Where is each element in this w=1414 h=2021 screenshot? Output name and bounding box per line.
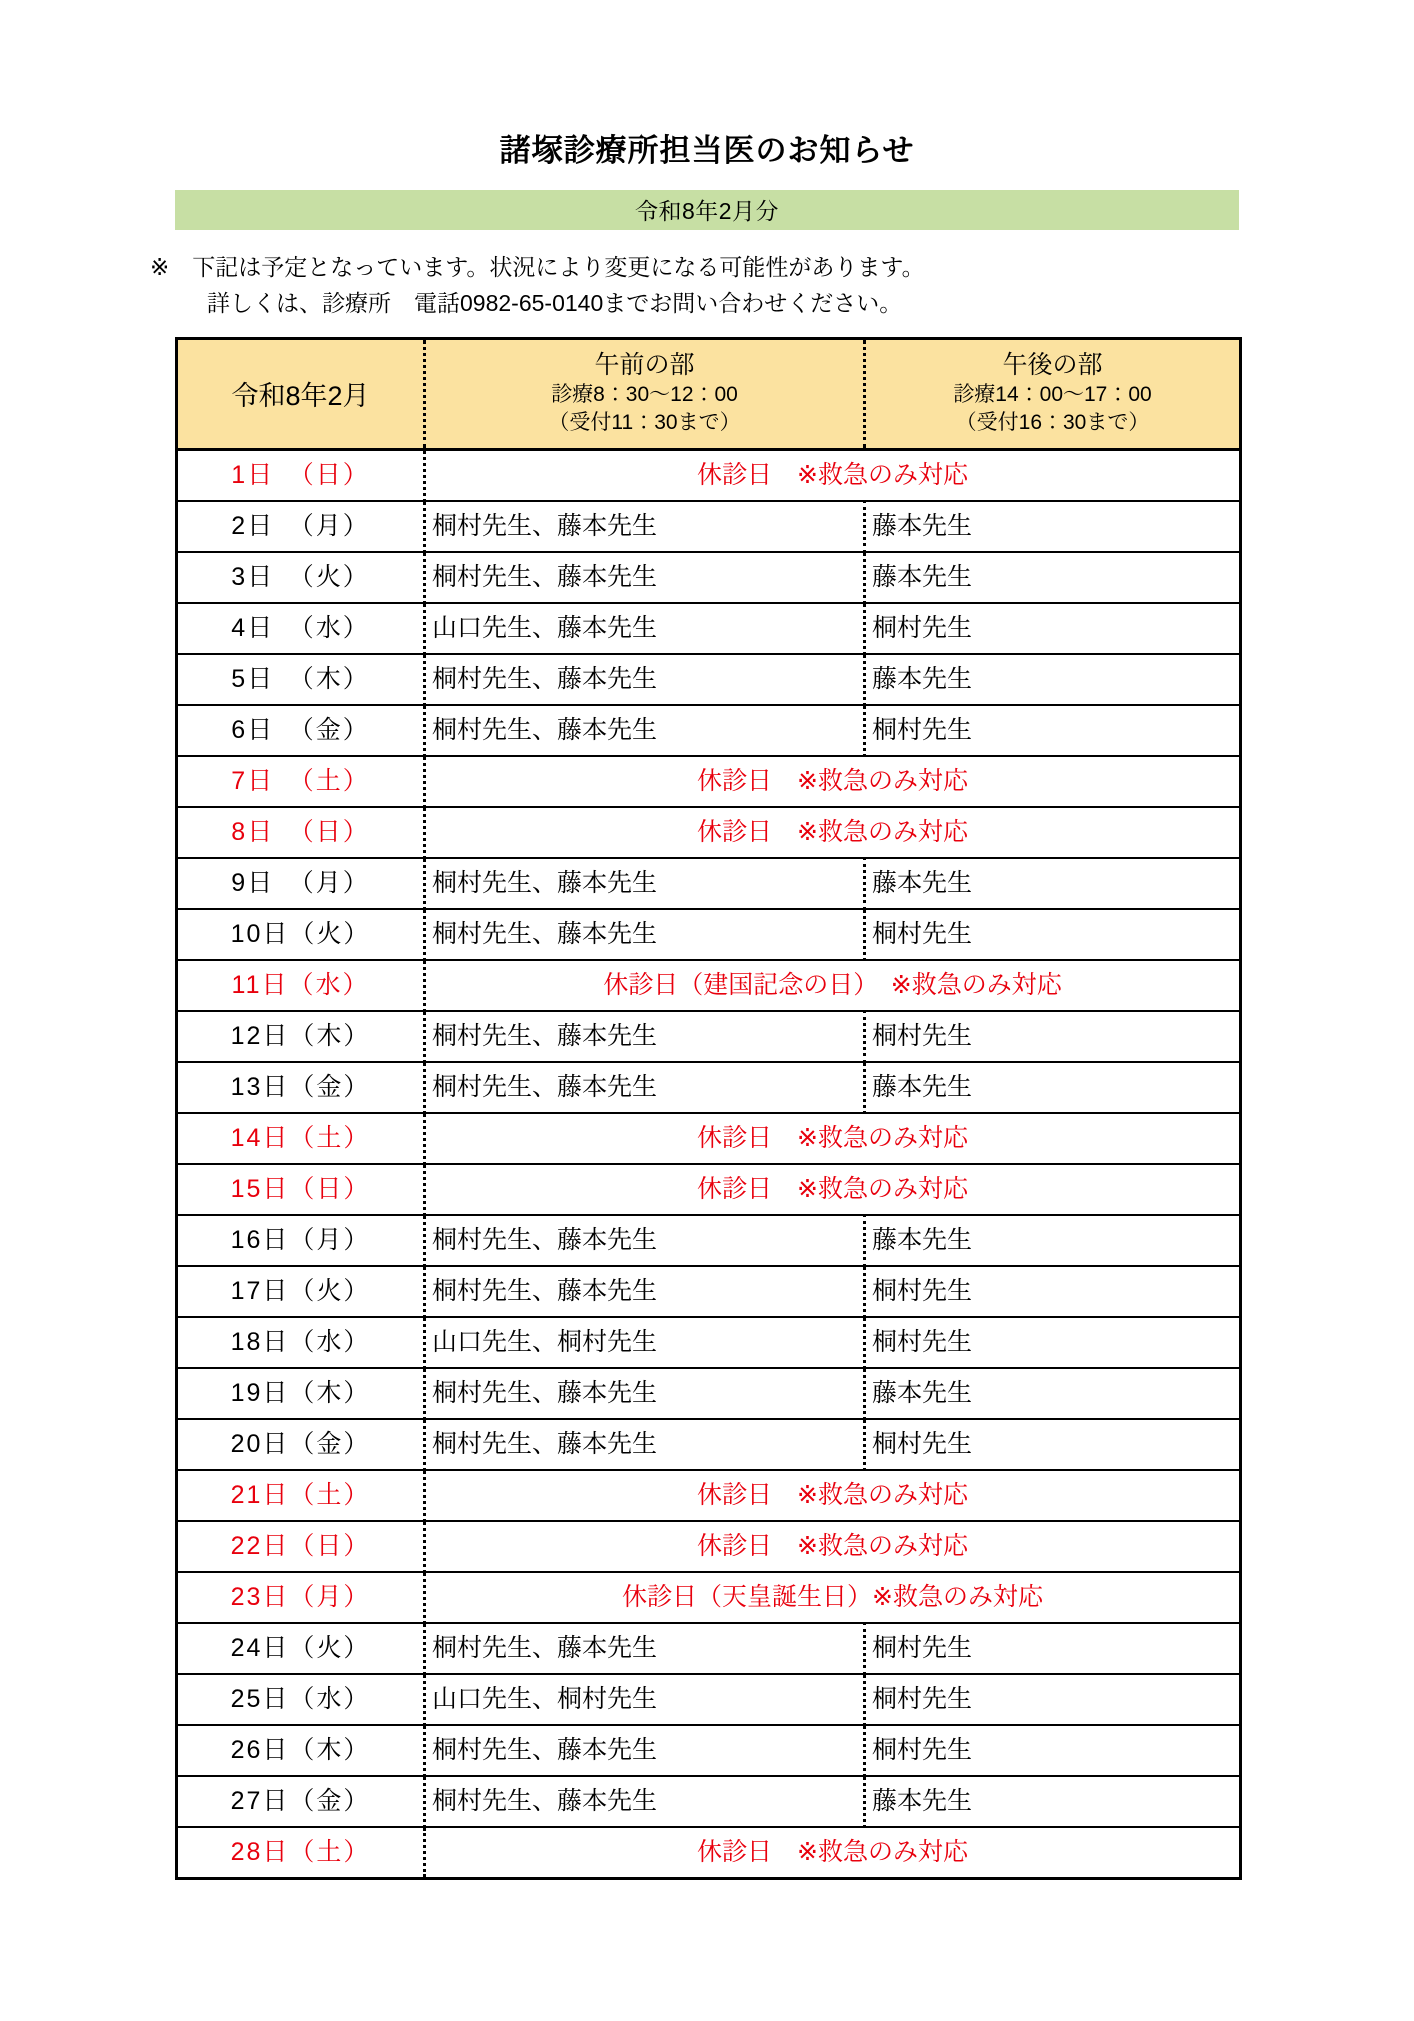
table-row: [177, 1062, 1241, 1113]
cell-afternoon-doctors: 桐村先生: [865, 1674, 1241, 1725]
cell-date: 10日（火）: [177, 909, 425, 960]
afternoon-session-label: 午後の部: [1002, 351, 1103, 380]
cell-closed-notice: 休診日 ※救急のみ対応: [425, 1113, 1241, 1164]
cell-date: 26日（木）: [177, 1725, 425, 1776]
schedule-table: [175, 337, 1242, 1880]
month-banner: [175, 190, 1239, 230]
cell-date: 2日 （月）: [177, 501, 425, 552]
table-row: [177, 1776, 1241, 1827]
cell-morning-doctors: 山口先生、藤本先生: [425, 603, 865, 654]
table-row: [177, 1674, 1241, 1725]
table-row: [177, 552, 1241, 603]
cell-morning-doctors: 桐村先生、藤本先生: [425, 654, 865, 705]
table-row: [177, 1164, 1241, 1215]
table-row: [177, 1470, 1241, 1521]
table-row: [177, 1266, 1241, 1317]
cell-afternoon-doctors: 藤本先生: [865, 654, 1241, 705]
table-row: [177, 756, 1241, 807]
table-row: [177, 1011, 1241, 1062]
cell-afternoon-doctors: 藤本先生: [865, 858, 1241, 909]
cell-morning-doctors: 桐村先生、藤本先生: [425, 1776, 865, 1827]
cell-date: 19日（木）: [177, 1368, 425, 1419]
table-header-row: [177, 339, 1241, 450]
cell-date: 9日 （月）: [177, 858, 425, 909]
cell-morning-doctors: 山口先生、桐村先生: [425, 1674, 865, 1725]
table-row: [177, 909, 1241, 960]
cell-date: 15日（日）: [177, 1164, 425, 1215]
table-header: [177, 339, 1241, 450]
cell-afternoon-doctors: 桐村先生: [865, 1266, 1241, 1317]
cell-date: 8日 （日）: [177, 807, 425, 858]
cell-afternoon-doctors: 桐村先生: [865, 1011, 1241, 1062]
cell-date: 23日（月）: [177, 1572, 425, 1623]
cell-afternoon-doctors: 桐村先生: [865, 1623, 1241, 1674]
cell-afternoon-doctors: 藤本先生: [865, 1368, 1241, 1419]
table-row: [177, 807, 1241, 858]
cell-closed-notice: 休診日（建国記念の日） ※救急のみ対応: [425, 960, 1241, 1011]
table-row: [177, 1521, 1241, 1572]
table-row: [177, 603, 1241, 654]
table-row: [177, 449, 1241, 501]
table-row: [177, 1419, 1241, 1470]
cell-closed-notice: 休診日 ※救急のみ対応: [425, 1164, 1241, 1215]
cell-afternoon-doctors: 桐村先生: [865, 1419, 1241, 1470]
cell-morning-doctors: 桐村先生、藤本先生: [425, 858, 865, 909]
cell-date: 21日（土）: [177, 1470, 425, 1521]
cell-date: 13日（金）: [177, 1062, 425, 1113]
cell-morning-doctors: 山口先生、桐村先生: [425, 1317, 865, 1368]
table-row: [177, 858, 1241, 909]
cell-date: 3日 （火）: [177, 552, 425, 603]
cell-afternoon-doctors: 桐村先生: [865, 705, 1241, 756]
cell-afternoon-doctors: 桐村先生: [865, 1725, 1241, 1776]
cell-afternoon-doctors: 藤本先生: [865, 552, 1241, 603]
cell-date: 24日（火）: [177, 1623, 425, 1674]
cell-morning-doctors: 桐村先生、藤本先生: [425, 1215, 865, 1266]
morning-session-label: 午前の部: [594, 351, 695, 380]
table-row: [177, 501, 1241, 552]
table-row: [177, 960, 1241, 1011]
cell-date: 17日（火）: [177, 1266, 425, 1317]
notice-line-2: 詳しくは、診療所 電話0982-65-0140までお問い合わせください。: [207, 289, 903, 316]
table-row: [177, 1215, 1241, 1266]
cell-closed-notice: 休診日 ※救急のみ対応: [425, 1827, 1241, 1879]
cell-closed-notice: 休診日（天皇誕生日）※救急のみ対応: [425, 1572, 1241, 1623]
cell-afternoon-doctors: 桐村先生: [865, 1317, 1241, 1368]
cell-morning-doctors: 桐村先生、藤本先生: [425, 1062, 865, 1113]
afternoon-session-time: 診療14：00～17：00: [953, 383, 1152, 407]
column-header-date: 令和8年2月: [177, 339, 425, 450]
cell-date: 22日（日）: [177, 1521, 425, 1572]
cell-morning-doctors: 桐村先生、藤本先生: [425, 1419, 865, 1470]
morning-session-reception: （受付11：30まで）: [548, 410, 741, 434]
cell-date: 20日（金）: [177, 1419, 425, 1470]
cell-morning-doctors: 桐村先生、藤本先生: [425, 909, 865, 960]
cell-closed-notice: 休診日 ※救急のみ対応: [425, 1470, 1241, 1521]
cell-date: 16日（月）: [177, 1215, 425, 1266]
cell-closed-notice: 休診日 ※救急のみ対応: [425, 449, 1241, 501]
table-row: [177, 654, 1241, 705]
cell-date: 1日 （日）: [177, 449, 425, 501]
cell-date: 12日（木）: [177, 1011, 425, 1062]
cell-date: 27日（金）: [177, 1776, 425, 1827]
cell-morning-doctors: 桐村先生、藤本先生: [425, 552, 865, 603]
cell-morning-doctors: 桐村先生、藤本先生: [425, 501, 865, 552]
cell-date: 7日 （土）: [177, 756, 425, 807]
cell-afternoon-doctors: 藤本先生: [865, 1062, 1241, 1113]
cell-morning-doctors: 桐村先生、藤本先生: [425, 1368, 865, 1419]
cell-morning-doctors: 桐村先生、藤本先生: [425, 1725, 865, 1776]
cell-closed-notice: 休診日 ※救急のみ対応: [425, 756, 1241, 807]
cell-date: 28日（土）: [177, 1827, 425, 1879]
cell-date: 5日 （木）: [177, 654, 425, 705]
table-row: [177, 1623, 1241, 1674]
cell-date: 14日（土）: [177, 1113, 425, 1164]
cell-afternoon-doctors: 藤本先生: [865, 1215, 1241, 1266]
cell-afternoon-doctors: 桐村先生: [865, 603, 1241, 654]
table-row: [177, 1725, 1241, 1776]
table-row: [177, 1368, 1241, 1419]
cell-morning-doctors: 桐村先生、藤本先生: [425, 1623, 865, 1674]
cell-date: 4日 （水）: [177, 603, 425, 654]
cell-morning-doctors: 桐村先生、藤本先生: [425, 705, 865, 756]
table-row: [177, 1317, 1241, 1368]
notice-block: [0, 250, 1414, 321]
notice-line-1: ※ 下記は予定となっています。状況により変更になる可能性があります。: [150, 253, 925, 280]
table-body: [177, 449, 1241, 1878]
schedule-table-wrapper: [175, 337, 1239, 1880]
cell-date: 11日（水）: [177, 960, 425, 1011]
cell-afternoon-doctors: 藤本先生: [865, 1776, 1241, 1827]
column-header-morning: [425, 339, 865, 450]
cell-afternoon-doctors: 藤本先生: [865, 501, 1241, 552]
table-row: [177, 1572, 1241, 1623]
column-header-afternoon: [865, 339, 1241, 450]
table-row: [177, 1113, 1241, 1164]
cell-afternoon-doctors: 桐村先生: [865, 909, 1241, 960]
month-banner-label: 令和8年2月分: [634, 198, 780, 225]
cell-morning-doctors: 桐村先生、藤本先生: [425, 1266, 865, 1317]
cell-morning-doctors: 桐村先生、藤本先生: [425, 1011, 865, 1062]
cell-closed-notice: 休診日 ※救急のみ対応: [425, 1521, 1241, 1572]
cell-date: 18日（水）: [177, 1317, 425, 1368]
page-title: 諸塚診療所担当医のお知らせ: [499, 132, 915, 168]
morning-session-time: 診療8：30～12：00: [551, 383, 738, 407]
table-row: [177, 1827, 1241, 1879]
afternoon-session-reception: （受付16：30まで）: [955, 410, 1150, 434]
table-row: [177, 705, 1241, 756]
document-page: [0, 21, 1414, 2021]
cell-date: 6日 （金）: [177, 705, 425, 756]
cell-closed-notice: 休診日 ※救急のみ対応: [425, 807, 1241, 858]
cell-date: 25日（水）: [177, 1674, 425, 1725]
